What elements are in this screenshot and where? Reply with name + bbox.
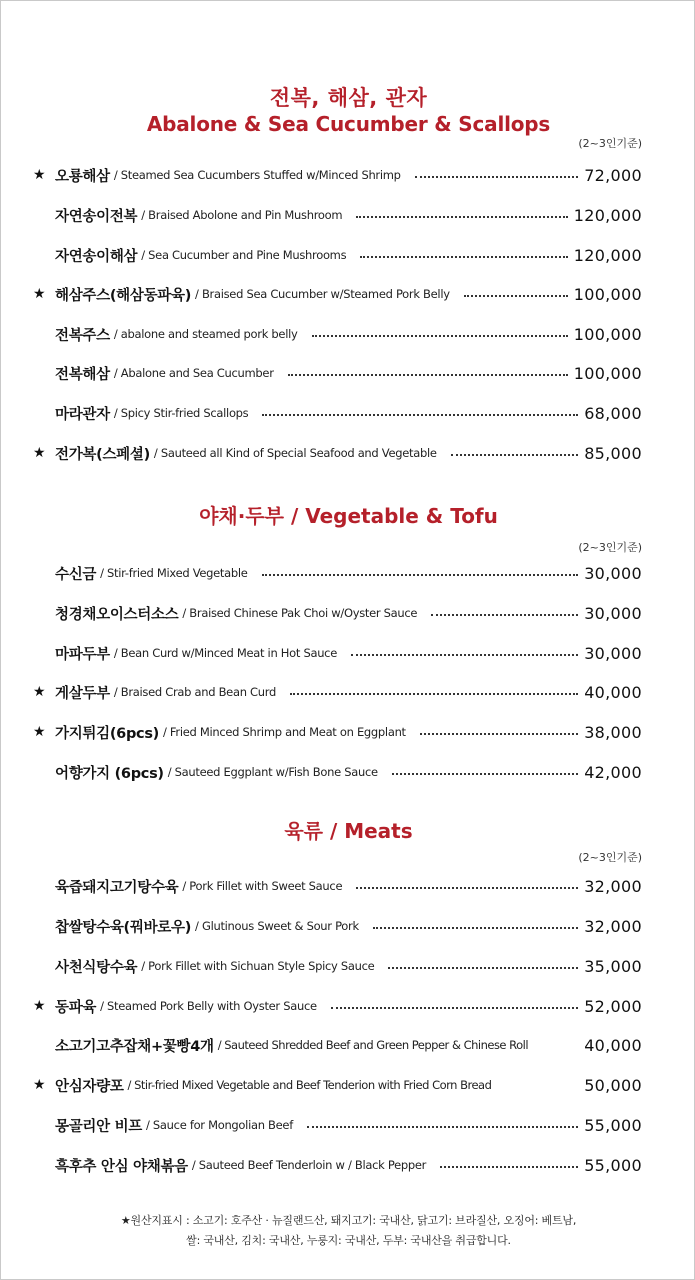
dot-leader (373, 926, 578, 929)
serving-basis: (2~3인기준) (578, 851, 642, 864)
item-name-ko: 마파두부 (55, 646, 110, 663)
item-name-ko: 소고기고추잡채+꽃빵4개 (55, 1038, 214, 1055)
item-name-en: / Abalone and Sea Cucumber (113, 366, 274, 380)
menu-item (33, 161, 642, 189)
section-abalone (1, 85, 695, 137)
item-name-ko: 마라관자 (55, 406, 110, 423)
menu-item (33, 439, 642, 467)
serving-basis: (2~3인기준) (578, 541, 642, 554)
item-price: 42,000 (584, 762, 642, 782)
dot-leader (388, 966, 578, 969)
item-price: 100,000 (573, 363, 642, 383)
item-price: 40,000 (584, 1035, 642, 1055)
item-name-en: / Spicy Stir-fried Scallops (113, 406, 249, 420)
item-name-ko: 전가복(스페셜) (55, 446, 150, 463)
menu-item (33, 201, 642, 229)
item-price: 30,000 (584, 643, 642, 663)
item-price: 68,000 (584, 403, 642, 423)
menu-item (33, 399, 642, 427)
item-name-en: / Braised Sea Cucumber w/Steamed Pork Belly (195, 287, 450, 301)
item-name-ko: 가지튀김(6pcs) (55, 725, 159, 742)
item-price: 50,000 (584, 1075, 642, 1095)
dot-leader (495, 1086, 578, 1087)
dot-leader (288, 373, 568, 376)
menu-item (33, 678, 642, 706)
item-name-ko: 수신금 (55, 566, 97, 583)
star-icon: ★ (33, 1077, 46, 1093)
dot-leader (307, 1125, 578, 1128)
star-icon: ★ (33, 684, 46, 700)
item-price: 120,000 (573, 245, 642, 265)
menu-item (33, 241, 642, 269)
item-price: 32,000 (584, 916, 642, 936)
dot-leader (262, 573, 579, 576)
item-name-ko: 찹쌀탕수육(꿔바로우) (55, 919, 192, 936)
origin-notice-line1: ★원산지표시 : 소고기: 호주산 · 뉴질랜드산, 돼지고기: 국내산, 닭고기: 브라질산, 오징어: 베트남, (120, 1214, 577, 1227)
dot-leader (532, 1046, 578, 1047)
item-name-ko: 자연송이전복 (55, 208, 138, 225)
item-price: 40,000 (584, 682, 642, 702)
item-name-en: / abalone and steamed pork belly (113, 327, 298, 341)
star-icon: ★ (33, 167, 46, 183)
menu-item (33, 1071, 642, 1099)
item-name-en: / Braised Abolone and Pin Mushroom (141, 208, 343, 222)
menu-item (33, 559, 642, 587)
item-name-ko: 안심자량포 (55, 1078, 124, 1095)
item-name-en: / Sauteed all Kind of Special Seafood and Vegetable (153, 446, 437, 460)
item-name-en: / Braised Crab and Bean Curd (113, 685, 276, 699)
menu-item (33, 912, 642, 940)
item-price: 100,000 (573, 324, 642, 344)
item-price: 30,000 (584, 603, 642, 623)
dot-leader (415, 175, 579, 178)
serving-basis: (2~3인기준) (578, 137, 642, 150)
item-name-en: / Sauce for Mongolian Beef (146, 1118, 293, 1132)
item-name-ko: 사천식탕수육 (55, 959, 138, 976)
menu-item (33, 872, 642, 900)
dot-leader (356, 215, 567, 218)
item-price: 55,000 (584, 1115, 642, 1135)
section-meats (1, 818, 695, 844)
item-name-ko: 해삼주스(해삼동파육) (55, 287, 192, 304)
menu-item (33, 320, 642, 348)
item-price: 85,000 (584, 443, 642, 463)
item-name-en: / Pork Fillet with Sichuan Style Spicy Sauce (141, 959, 375, 973)
item-price: 72,000 (584, 165, 642, 185)
menu-item (33, 1151, 642, 1179)
item-name-en: / Stir-fried Mixed Vegetable (100, 566, 248, 580)
item-name-ko: 육즙돼지고기탕수육 (55, 879, 179, 896)
item-name-en: / Sauteed Eggplant w/Fish Bone Sauce (167, 765, 378, 779)
dot-leader (451, 453, 579, 456)
menu-item (33, 992, 642, 1020)
dot-leader (312, 334, 568, 337)
origin-notice-line2: 쌀: 국내산, 김치: 국내산, 누룽지: 국내산, 두부: 국내산을 취급합니다. (186, 1234, 511, 1247)
item-name-en: / Sea Cucumber and Pine Mushrooms (141, 248, 347, 262)
menu-item (33, 1111, 642, 1139)
menu-item (33, 359, 642, 387)
menu-item (33, 952, 642, 980)
menu-item (33, 758, 642, 786)
item-name-ko: 전복주스 (55, 327, 110, 344)
item-name-en: / Steamed Sea Cucumbers Stuffed w/Minced Shrimp (113, 168, 401, 182)
item-name-ko: 어향가지 (6pcs) (55, 765, 164, 782)
section-vegetable (1, 503, 695, 529)
dot-leader (431, 613, 578, 616)
dot-leader (392, 772, 578, 775)
item-name-ko: 몽골리안 비프 (55, 1118, 142, 1135)
item-name-ko: 전복해삼 (55, 366, 110, 383)
dot-leader (464, 294, 568, 297)
dot-leader (331, 1006, 578, 1009)
item-name-en: / Fried Minced Shrimp and Meat on Eggplant (162, 725, 406, 739)
item-name-ko: 동파육 (55, 999, 97, 1016)
item-name-ko: 오룡해삼 (55, 168, 110, 185)
dot-leader (360, 255, 567, 258)
item-name-en: / Pork Fillet with Sweet Sauce (182, 879, 343, 893)
origin-notice (1, 1211, 695, 1251)
section-title-en: Abalone & Sea Cucumber & Scallops (146, 112, 551, 136)
item-name-ko: 자연송이해삼 (55, 248, 138, 265)
item-name-ko: 흑후추 안심 야채볶음 (55, 1158, 188, 1175)
star-icon: ★ (33, 286, 46, 302)
item-name-en: / Sauteed Beef Tenderloin w / Black Pepper (191, 1158, 427, 1172)
star-icon: ★ (33, 724, 46, 740)
dot-leader (420, 732, 578, 735)
dot-leader (440, 1165, 578, 1168)
item-name-en: / Glutinous Sweet & Sour Pork (195, 919, 359, 933)
section-title-ko: 전복, 해삼, 관자 (269, 86, 428, 110)
menu-item (33, 280, 642, 308)
menu-item (33, 1031, 642, 1059)
item-price: 55,000 (584, 1155, 642, 1175)
menu-item (33, 599, 642, 627)
item-price: 100,000 (573, 284, 642, 304)
item-name-en: / Steamed Pork Belly with Oyster Sauce (100, 999, 317, 1013)
item-name-en: / Stir-fried Mixed Vegetable and Beef Tenderion with Fried Corn Bread (127, 1078, 492, 1092)
menu-item (33, 718, 642, 746)
star-icon: ★ (33, 998, 46, 1014)
star-icon: ★ (33, 445, 46, 461)
item-price: 32,000 (584, 876, 642, 896)
dot-leader (356, 886, 578, 889)
item-price: 35,000 (584, 956, 642, 976)
item-name-en: / Bean Curd w/Minced Meat in Hot Sauce (113, 646, 337, 660)
dot-leader (351, 653, 578, 656)
dot-leader (262, 413, 578, 416)
item-price: 38,000 (584, 722, 642, 742)
item-price: 30,000 (584, 563, 642, 583)
item-name-ko: 게살두부 (55, 685, 110, 702)
section-title: 육류 / Meats (284, 819, 413, 843)
item-name-en: / Sauteed Shredded Beef and Green Pepper & Chinese Roll (217, 1038, 529, 1052)
dot-leader (290, 692, 578, 695)
item-name-en: / Braised Chinese Pak Choi w/Oyster Sauce (182, 606, 418, 620)
item-price: 120,000 (573, 205, 642, 225)
item-name-ko: 청경채오이스터소스 (55, 606, 179, 623)
section-title: 야채·두부 / Vegetable & Tofu (199, 504, 498, 528)
menu-item (33, 639, 642, 667)
item-price: 52,000 (584, 996, 642, 1016)
